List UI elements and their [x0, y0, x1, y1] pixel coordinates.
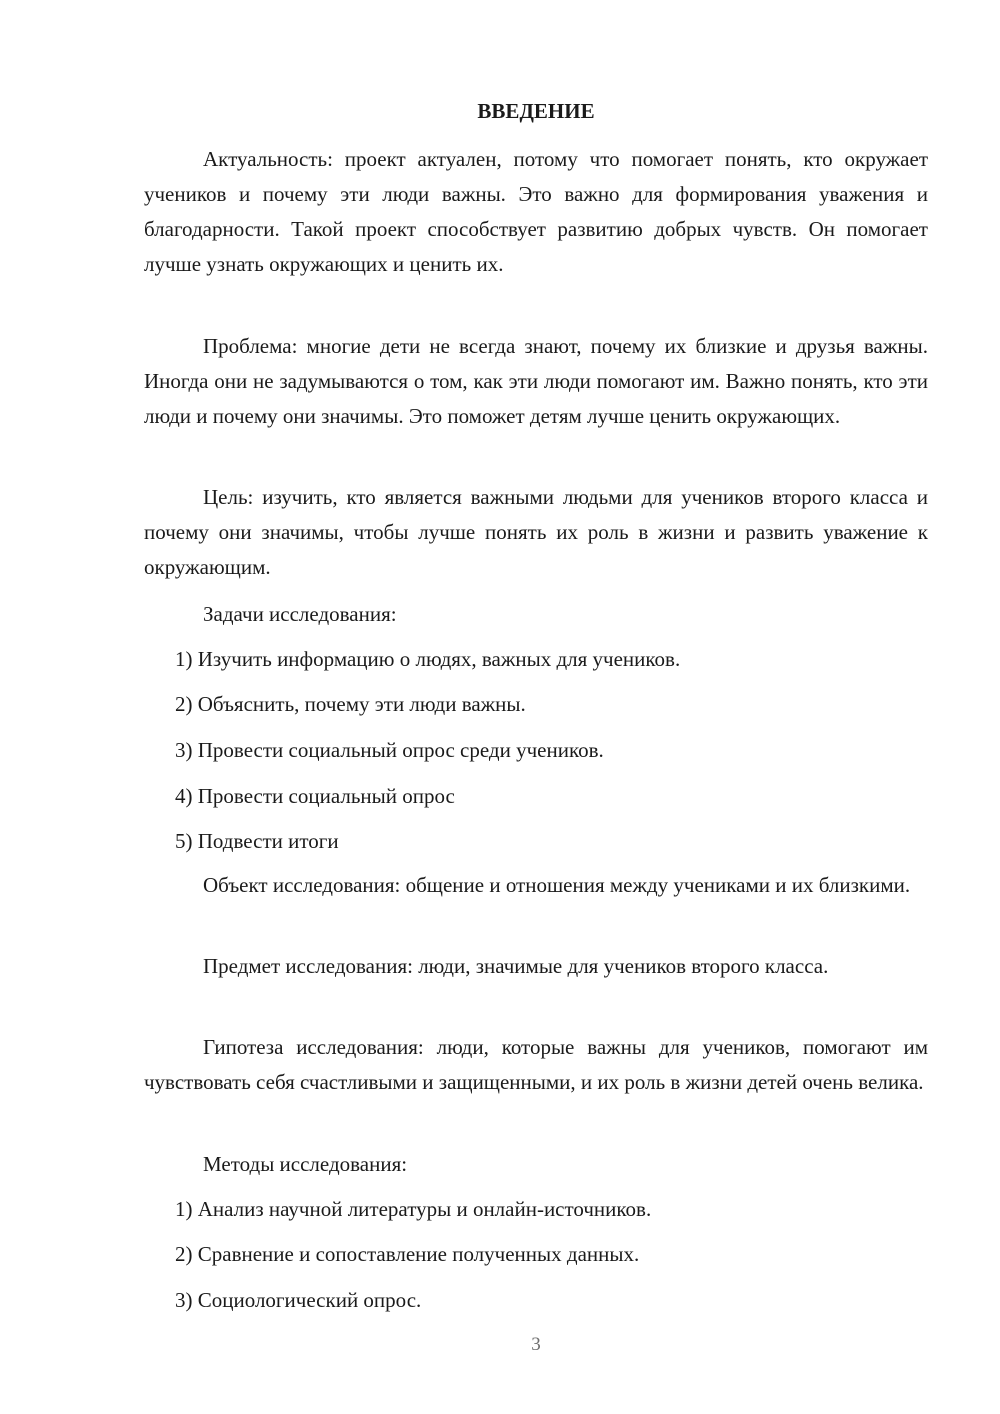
list-item: 4) Провести социальный опрос [175, 784, 455, 808]
list-item: 3) Социологический опрос. [175, 1288, 422, 1312]
methods-heading: Методы исследования: [203, 1152, 408, 1176]
problem-paragraph: Проблема: многие дети не всегда знают, почему их близкие и друзья важны. Иногда они не задумываются о том, как эти люди помогают им. Важно понять, кто эти люди и почему они значимы. Это поможет детям лучше ценить окружающих. [144, 334, 928, 428]
list-item: 1) Изучить информацию о людях, важных для учеников. [175, 647, 681, 671]
page-title: ВВЕДЕНИЕ [477, 99, 595, 123]
relevance-paragraph: Актуальность: проект актуален, потому что помогает понять, кто окружает учеников и почему эти люди важны. Это важно для формирования уважения и благодарности. Такой проект способствует развитию добрых чувств. Он помогает лучше узнать окружающих и ценить их. [144, 147, 928, 276]
list-item: 2) Сравнение и сопоставление полученных данных. [175, 1242, 640, 1266]
object-paragraph: Объект исследования: общение и отношения между учениками и их близкими. [203, 873, 911, 897]
tasks-heading: Задачи исследования: [203, 602, 397, 626]
list-item: 3) Провести социальный опрос среди учеников. [175, 738, 604, 762]
page-number: 3 [531, 1334, 541, 1355]
list-item: 2) Объяснить, почему эти люди важны. [175, 692, 526, 716]
hypothesis-paragraph: Гипотеза исследования: люди, которые важны для учеников, помогают им чувствовать себя счастливыми и защищенными, и их роль в жизни детей очень велика. [144, 1035, 928, 1094]
subject-paragraph: Предмет исследования: люди, значимые для учеников второго класса. [203, 954, 829, 978]
goal-paragraph: Цель: изучить, кто является важными людьми для учеников второго класса и почему они значимы, чтобы лучше понять их роль в жизни и развить уважение к окружающим. [144, 485, 928, 579]
list-item: 5) Подвести итоги [175, 829, 339, 853]
list-item: 1) Анализ научной литературы и онлайн-источников. [175, 1197, 652, 1221]
